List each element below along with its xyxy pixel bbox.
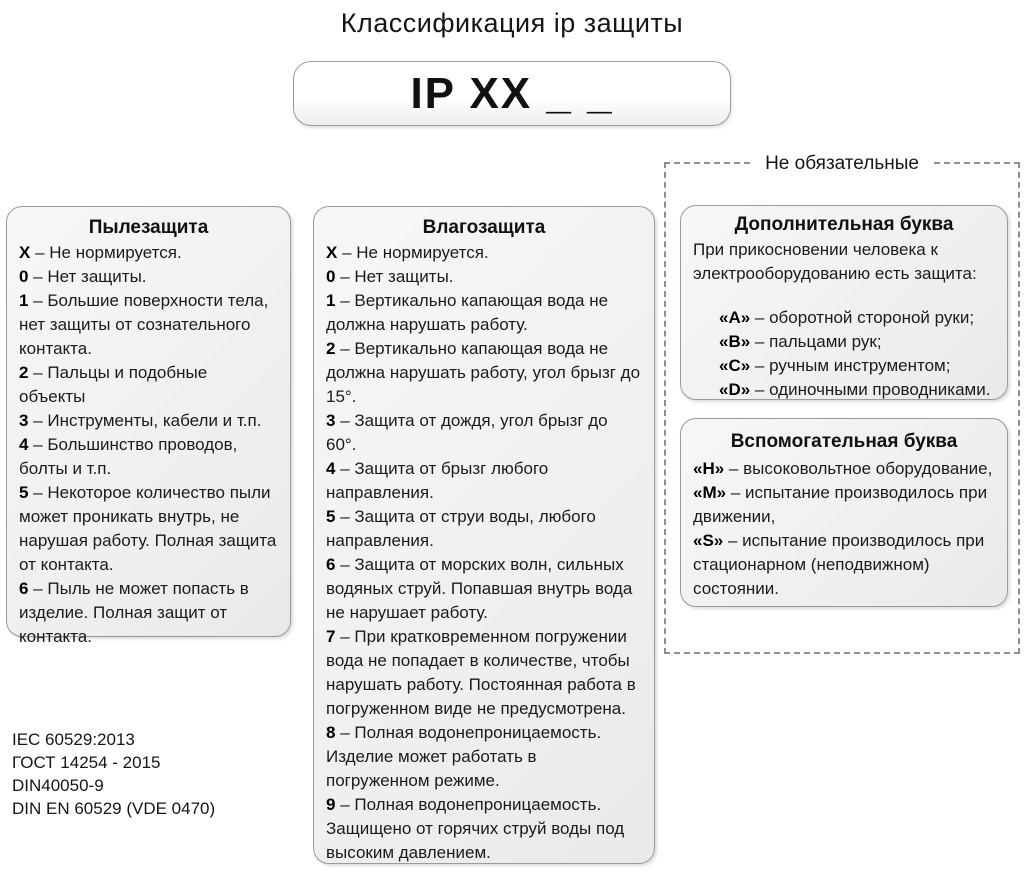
additional-letter-items — [719, 306, 995, 402]
water-item-text: – Защита от струи воды, любого направления. — [326, 507, 596, 550]
water-item-text: – Нет защиты. — [340, 267, 454, 286]
water-item — [326, 265, 642, 289]
water-item-text: – Вертикально капающая вода не должна нарушать работу, угол брызг до 15°. — [326, 339, 641, 406]
auxiliary-letter-items — [693, 457, 995, 601]
water-item-key: 7 — [326, 627, 336, 646]
water-item-text: – Вертикально капающая вода не должна нарушать работу. — [326, 291, 609, 334]
dust-item-text: – Пальцы и подобные объекты — [19, 363, 208, 406]
dust-items — [19, 241, 278, 649]
dust-item — [19, 433, 278, 481]
standard-item: ГОСТ 14254 - 2015 — [12, 753, 161, 772]
auxiliary-letter-text: – испытание производилось при движении, — [693, 483, 988, 526]
water-item-key: 4 — [326, 459, 336, 478]
dust-item-key: 5 — [19, 483, 29, 502]
dust-item-text: – Инструменты, кабели и т.п. — [33, 411, 262, 430]
dust-item-key: 6 — [19, 579, 29, 598]
water-item-key: X — [326, 243, 338, 262]
water-item-key: 1 — [326, 291, 336, 310]
dust-item-key: 0 — [19, 267, 29, 286]
dust-item-key: 1 — [19, 291, 29, 310]
water-item — [326, 505, 642, 553]
auxiliary-letter-item — [693, 481, 995, 529]
additional-letter-text: – ручным инструментом; — [754, 356, 951, 375]
additional-letter-item — [719, 306, 995, 330]
dust-item-text: – Некоторое количество пыли может проникать внутрь, не нарушая работу. Полная защита от контакта. — [19, 483, 277, 574]
water-item — [326, 241, 642, 265]
dust-item-key: 3 — [19, 411, 29, 430]
auxiliary-letter-panel — [680, 418, 1008, 607]
dust-item-text: – Большинство проводов, болты и т.п. — [19, 435, 238, 478]
additional-letter-item — [719, 354, 995, 378]
water-panel-title: Влагозащита — [422, 217, 546, 238]
water-item — [326, 289, 642, 337]
ip-code-box — [293, 61, 731, 126]
water-item-key: 2 — [326, 339, 336, 358]
dust-item-text: – Большие поверхности тела, нет защиты от сознательного контакта. — [19, 291, 269, 358]
dust-item-text: – Пыль не может попасть в изделие. Полная защит от контакта. — [19, 579, 249, 646]
dust-item-key: 2 — [19, 363, 29, 382]
water-item-key: 0 — [326, 267, 336, 286]
additional-letter-key: «B» — [719, 332, 751, 351]
auxiliary-letter-key: «M» — [693, 483, 727, 502]
standards-list — [12, 728, 215, 820]
standard-item: IEC 60529:2013 — [12, 730, 135, 749]
dust-item — [19, 577, 278, 649]
water-item-key: 6 — [326, 555, 336, 574]
dust-item — [19, 289, 278, 361]
water-item — [326, 409, 642, 457]
additional-letter-text: – пальцами рук; — [754, 332, 882, 351]
dust-item-key: X — [19, 243, 31, 262]
additional-letter-panel — [680, 205, 1008, 400]
water-item — [326, 721, 642, 793]
water-item-text: – Не нормируется. — [342, 243, 489, 262]
dust-protection-panel — [6, 206, 291, 646]
ip-code-text: IP XX _ _ — [410, 68, 614, 118]
additional-letter-item — [719, 378, 995, 402]
water-item — [326, 337, 642, 409]
dust-item — [19, 481, 278, 577]
water-item-key: 3 — [326, 411, 336, 430]
water-item-text: – Защита от брызг любого направления. — [326, 459, 549, 502]
dust-item-text: – Не нормируется. — [35, 243, 182, 262]
water-item-key: 5 — [326, 507, 336, 526]
dust-item — [19, 409, 278, 433]
water-item-text: – Полная водонепроницаемость. Изделие может работать в погруженном режиме. — [326, 723, 602, 790]
water-item-text: – При кратковременном погружении вода не попадает в количестве, чтобы нарушать работу. Постоянная работа в погруженном виде не предусмотрена. — [326, 627, 636, 718]
water-item — [326, 793, 642, 865]
standard-item: DIN40050-9 — [12, 776, 104, 795]
auxiliary-letter-item — [693, 457, 995, 481]
water-item-text: – Защита от дождя, угол брызг до 60°. — [326, 411, 608, 454]
dust-item — [19, 265, 278, 289]
auxiliary-letter-item — [693, 529, 995, 601]
water-item-key: 8 — [326, 723, 336, 742]
auxiliary-letter-text: – испытание производилось при стационарном (неподвижном) состоянии. — [693, 531, 985, 598]
auxiliary-letter-text: – высоковольтное оборудование, — [728, 459, 993, 478]
standard-item: DIN EN 60529 (VDE 0470) — [12, 799, 216, 818]
auxiliary-letter-key: «S» — [693, 531, 724, 550]
dust-item — [19, 241, 278, 265]
additional-letter-text: – одиночными проводниками. — [754, 380, 991, 399]
additional-letter-text: – оборотной стороной руки; — [754, 308, 975, 327]
water-item — [326, 457, 642, 505]
water-item — [326, 625, 642, 721]
additional-letter-title: Дополнительная буква — [734, 214, 954, 235]
additional-letter-item — [719, 330, 995, 354]
dust-item — [19, 361, 278, 409]
water-items — [326, 241, 642, 865]
additional-letter-key: «A» — [719, 308, 751, 327]
water-item-text: – Защита от морских волн, сильных водяных струй. Попавшая внутрь вода не нарушает работу. — [326, 555, 633, 622]
dust-item-key: 4 — [19, 435, 29, 454]
additional-letter-intro: При прикосновении человека к электрооборудованию есть защита: — [693, 240, 977, 283]
auxiliary-letter-key: «H» — [693, 459, 725, 478]
dust-panel-title: Пылезащита — [88, 217, 209, 238]
optional-group — [664, 153, 1020, 654]
water-item-key: 9 — [326, 795, 336, 814]
water-protection-panel — [313, 206, 655, 864]
additional-letter-key: «C» — [719, 356, 751, 375]
dust-item-text: – Нет защиты. — [33, 267, 147, 286]
page-title: Классификация ip защиты — [340, 8, 684, 38]
optional-group-label: Не обязательные — [753, 151, 931, 177]
water-item — [326, 553, 642, 625]
auxiliary-letter-title: Вспомогательная буква — [730, 431, 958, 452]
water-item-text: – Полная водонепроницаемость. Защищено от горячих струй воды под высоким давлением. — [326, 795, 625, 862]
additional-letter-key: «D» — [719, 380, 751, 399]
